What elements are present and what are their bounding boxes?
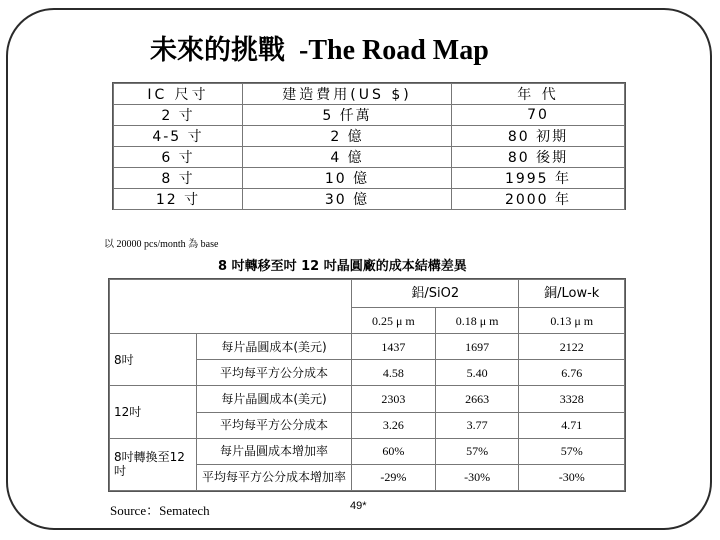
basis-note: 以 20000 pcs/month 為 base xyxy=(104,239,219,250)
table-header-row xyxy=(114,84,625,105)
value-cell: 2303 xyxy=(352,386,436,412)
cell-size: 4-5 寸 xyxy=(114,126,243,147)
table-row xyxy=(114,189,625,210)
header-era: 年 代 xyxy=(452,84,625,105)
cell-cost: 2 億 xyxy=(243,126,452,147)
cell-era: 80 後期 xyxy=(452,147,625,168)
metric-label: 平均每平方公分成本 xyxy=(197,412,352,438)
value-cell: -29% xyxy=(352,464,436,490)
table-row xyxy=(110,334,625,360)
metric-label: 平均每平方公分成本增加率 xyxy=(197,464,352,490)
cell-cost: 10 億 xyxy=(243,168,452,189)
header-node-018: 0.18 μ m xyxy=(435,308,519,334)
cell-size: 8 寸 xyxy=(114,168,243,189)
header-node-013: 0.13 μ m xyxy=(519,308,625,334)
material-header-row xyxy=(110,280,625,308)
cell-cost: 4 億 xyxy=(243,147,452,168)
group-label-12inch: 12吋 xyxy=(110,386,197,438)
fab-cost-table xyxy=(112,82,626,210)
cost-structure-title: 8 吋轉移至吋 12 吋晶圓廠的成本結構差異 xyxy=(218,259,467,274)
value-cell: 1697 xyxy=(435,334,519,360)
value-cell: 57% xyxy=(435,438,519,464)
table-row xyxy=(114,147,625,168)
value-cell: -30% xyxy=(519,464,625,490)
cell-size: 12 寸 xyxy=(114,189,243,210)
table-row xyxy=(110,386,625,412)
table-row xyxy=(110,438,625,464)
cell-size: 2 寸 xyxy=(114,105,243,126)
cell-era: 1995 年 xyxy=(452,168,625,189)
cost-structure-table xyxy=(108,278,626,492)
header-cu-lowk: 銅/Low-k xyxy=(519,280,625,308)
group-label-transition: 8吋轉換至12吋 xyxy=(110,438,197,490)
header-ic-size: IC 尺寸 xyxy=(114,84,243,105)
value-cell: 57% xyxy=(519,438,625,464)
value-cell: 2663 xyxy=(435,386,519,412)
value-cell: 5.40 xyxy=(435,360,519,386)
value-cell: 2122 xyxy=(519,334,625,360)
value-cell: 3.77 xyxy=(435,412,519,438)
table-row xyxy=(114,168,625,189)
value-cell: 3328 xyxy=(519,386,625,412)
cell-era: 80 初期 xyxy=(452,126,625,147)
page-number: 49* xyxy=(350,500,367,512)
cell-cost: 5 仟萬 xyxy=(243,105,452,126)
cell-era: 2000 年 xyxy=(452,189,625,210)
group-label-8inch: 8吋 xyxy=(110,334,197,386)
table-row xyxy=(114,126,625,147)
value-cell: 6.76 xyxy=(519,360,625,386)
title-en: -The Road Map xyxy=(299,35,489,66)
source-note: Source：Sematech xyxy=(110,503,210,518)
header-build-cost: 建造費用(US $) xyxy=(243,84,452,105)
value-cell: -30% xyxy=(435,464,519,490)
value-cell: 1437 xyxy=(352,334,436,360)
cell-era: 70 xyxy=(452,105,625,126)
value-cell: 60% xyxy=(352,438,436,464)
table-row xyxy=(114,105,625,126)
corner-cell xyxy=(110,280,352,334)
cell-size: 6 寸 xyxy=(114,147,243,168)
cell-cost: 30 億 xyxy=(243,189,452,210)
value-cell: 4.58 xyxy=(352,360,436,386)
metric-label: 平均每平方公分成本 xyxy=(197,360,352,386)
title-zh: 未來的挑戰 xyxy=(150,35,285,66)
header-al-sio2: 鋁/SiO2 xyxy=(352,280,519,308)
metric-label: 每片晶圓成本增加率 xyxy=(197,438,352,464)
slide-title xyxy=(150,28,489,67)
value-cell: 3.26 xyxy=(352,412,436,438)
header-node-025: 0.25 μ m xyxy=(352,308,436,334)
metric-label: 每片晶圓成本(美元) xyxy=(197,386,352,412)
metric-label: 每片晶圓成本(美元) xyxy=(197,334,352,360)
value-cell: 4.71 xyxy=(519,412,625,438)
